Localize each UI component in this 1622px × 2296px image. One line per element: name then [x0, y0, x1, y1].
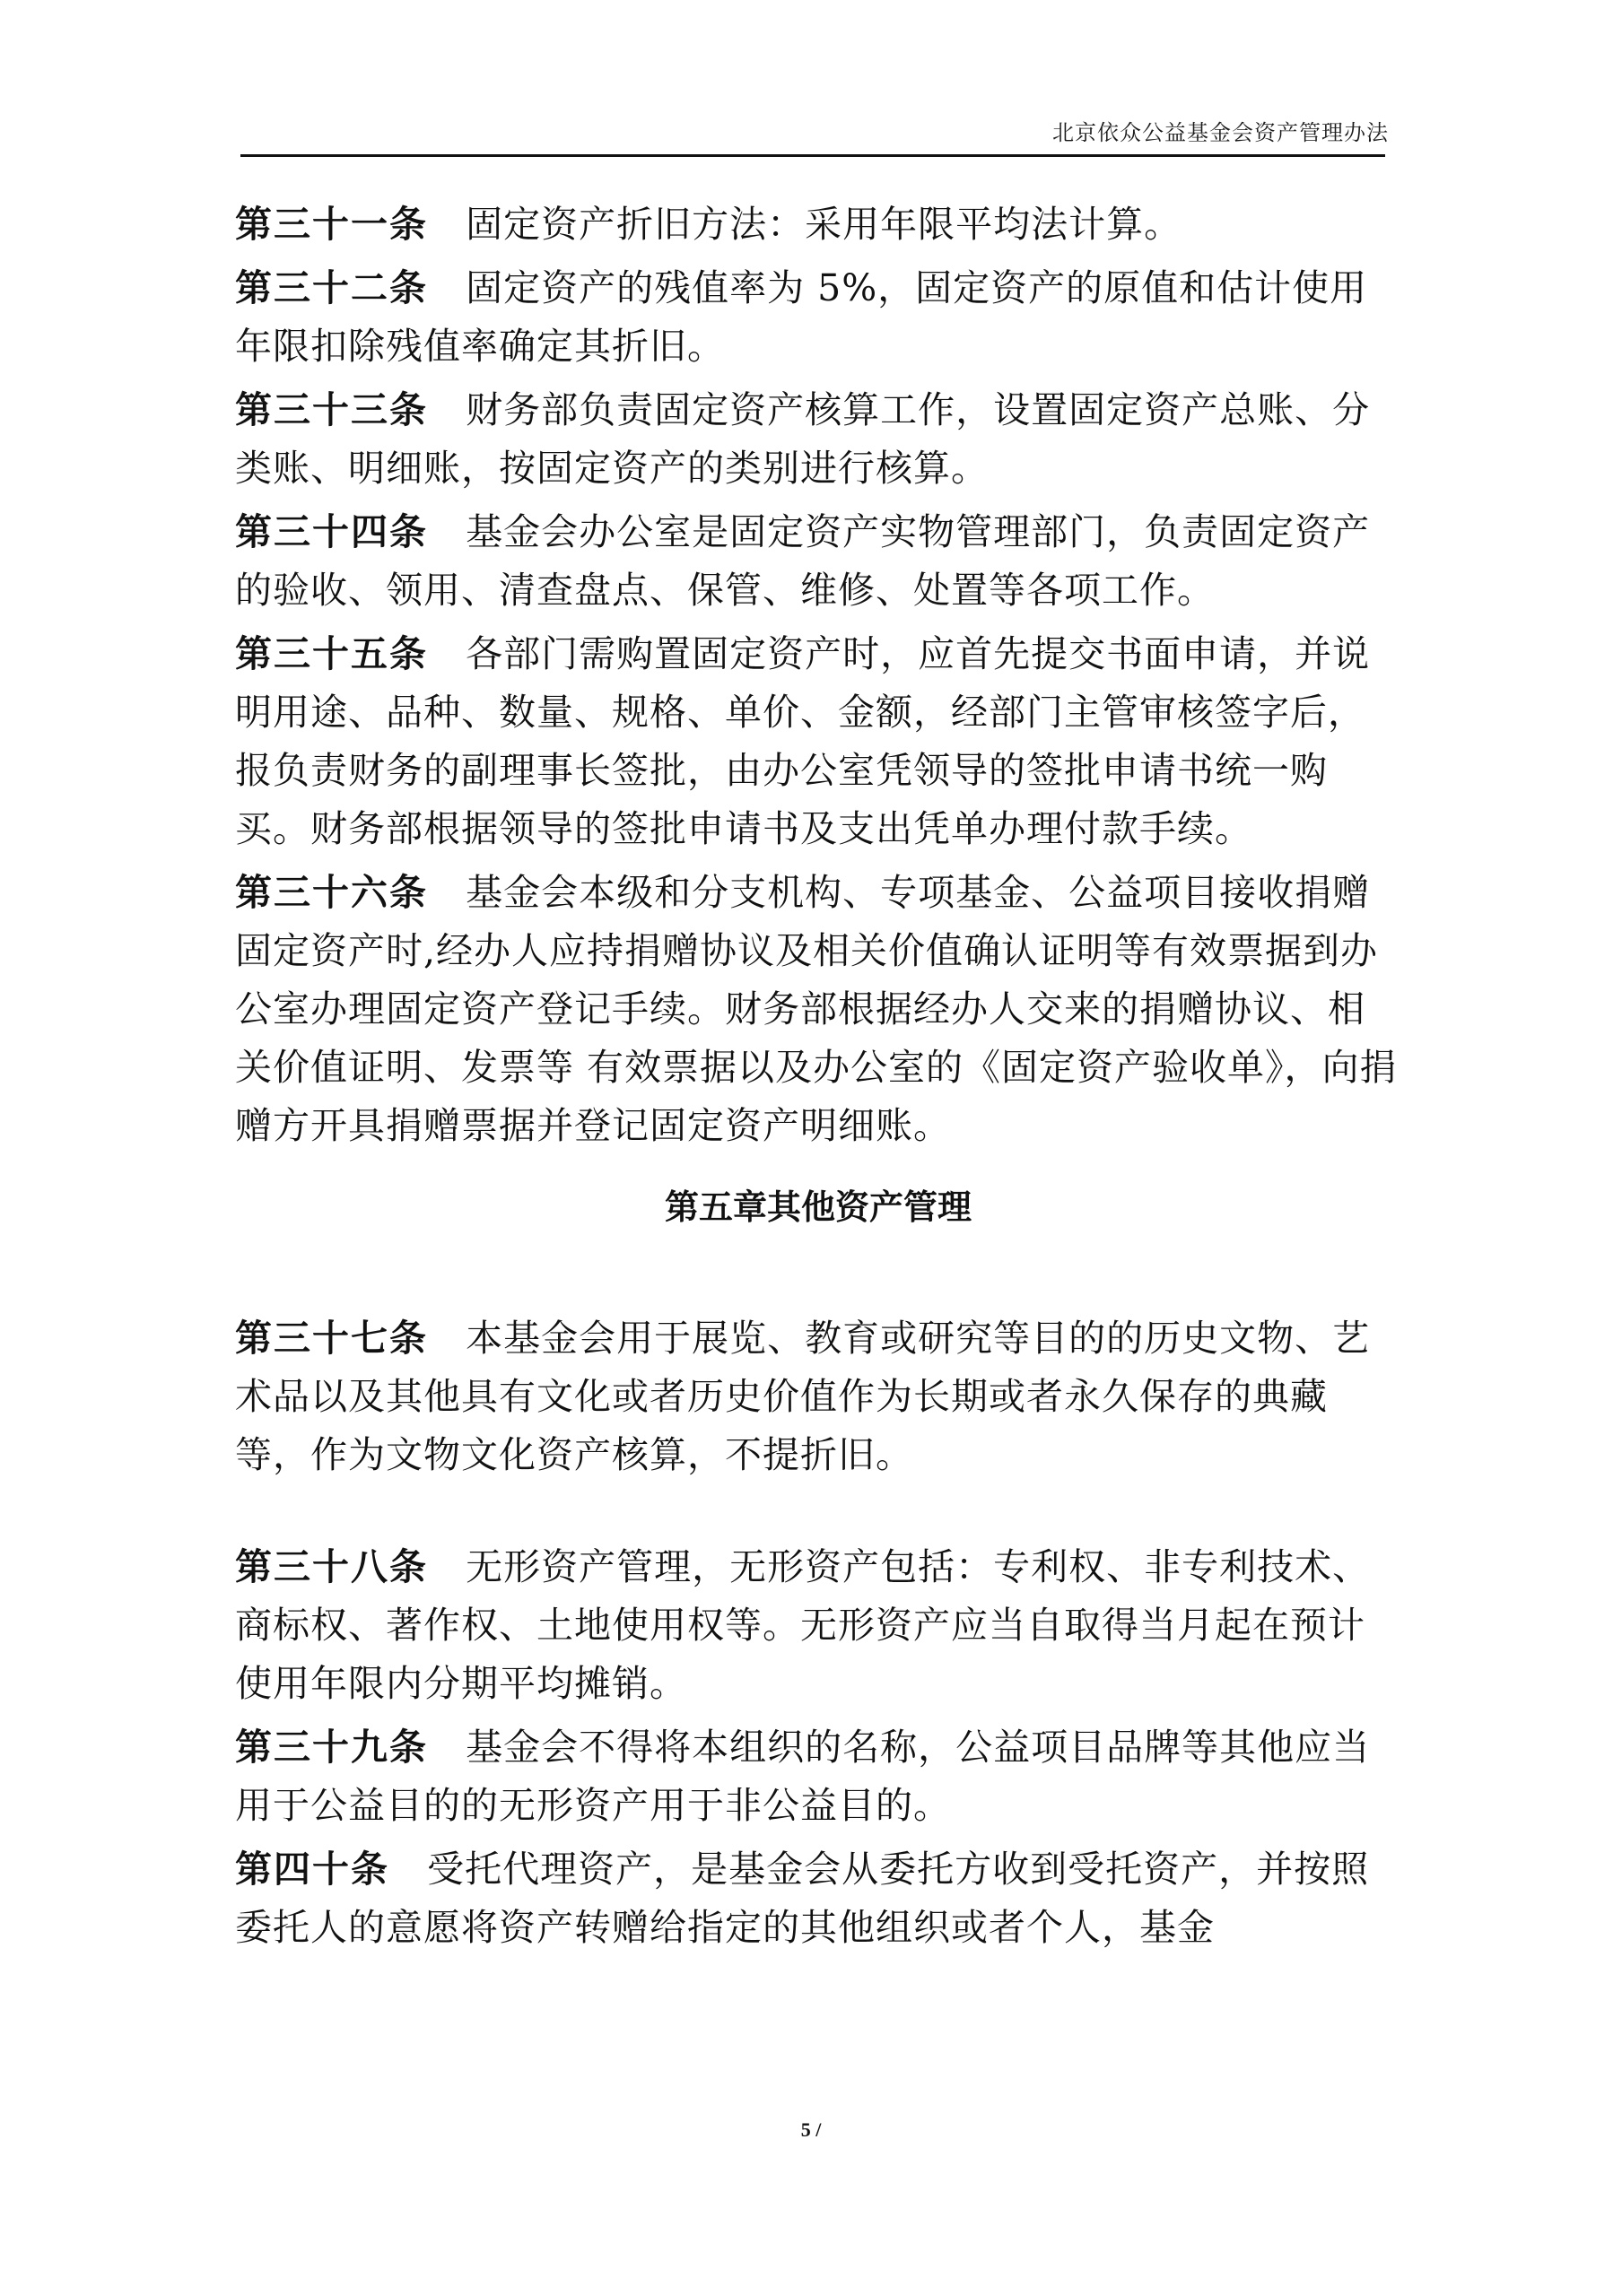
- article-text: 固定资产折旧方法：采用年限平均法计算。: [466, 203, 1182, 246]
- article-text: 基金会办公室是固定资产实物管理部门，负责固定资产的验收、领用、清查盘点、保管、维修、处置等各项工作。: [235, 510, 1371, 612]
- article-number: 第三十九条: [235, 1726, 428, 1769]
- article-37: [235, 1309, 1401, 1484]
- article-31: [235, 196, 1401, 254]
- article-number: 第三十一条: [235, 203, 428, 246]
- article-text: 本基金会用于展览、教育或研究等目的的历史文物、艺术品以及其他具有文化或者历史价值作为长期或者永久保存的典藏等，作为文物文化资产核算，不提折旧。: [235, 1317, 1371, 1476]
- article-number: 第三十六条: [235, 871, 428, 914]
- header-rule: [240, 154, 1385, 157]
- document-header-title: 北京依众公益基金会资产管理办法: [1052, 120, 1389, 145]
- article-text: 各部门需购置固定资产时，应首先提交书面申请，并说明用途、品种、数量、规格、单价、金额，经部门主管审核签字后，报负责财务的副理事长签批，由办公室凭领导的签批申请书统一购买。财务部根据领导的签批申请书及支出凭单办理付款手续。: [235, 632, 1371, 850]
- article-text: 财务部负责固定资产核算工作，设置固定资产总账、分类账、明细账，按固定资产的类别进行核算。: [235, 388, 1371, 490]
- article-35: [235, 625, 1401, 858]
- article-number: 第三十八条: [235, 1545, 428, 1588]
- article-39: [235, 1718, 1401, 1835]
- chapter-heading: 第五章其他资产管理: [664, 1187, 972, 1227]
- article-number: 第三十三条: [235, 388, 428, 431]
- article-33: [235, 381, 1401, 498]
- article-40: [235, 1840, 1401, 1957]
- article-32: [235, 259, 1401, 376]
- article-text: 受托代理资产，是基金会从委托方收到受托资产，并按照委托人的意愿将资产转赠给指定的其他组织或者个人，基金: [235, 1848, 1370, 1949]
- page-number: 5 /: [800, 2118, 822, 2141]
- article-number: 第三十七条: [235, 1317, 428, 1360]
- article-number: 第四十条: [235, 1848, 389, 1891]
- article-text: 无形资产管理，无形资产包括：专利权、非专利技术、商标权、著作权、土地使用权等。无形资产应当自取得当月起在预计使用年限内分期平均摊销。: [235, 1545, 1371, 1705]
- document-body: [235, 196, 1401, 1957]
- article-34: [235, 503, 1401, 620]
- article-36: [235, 864, 1401, 1155]
- article-38: [235, 1538, 1401, 1713]
- article-number: 第三十四条: [235, 510, 428, 553]
- article-number: 第三十二条: [235, 266, 428, 309]
- article-text: 基金会本级和分支机构、专项基金、公益项目接收捐赠固定资产时,经办人应持捐赠协议及相关价值确认证明等有效票据到办公室办理固定资产登记手续。财务部根据经办人交来的捐赠协议、相关价值证明、发票等 有效票据以及办公室的《固定资产验收单》，向捐赠方开具捐赠票据并登记固定资产明细账。: [235, 871, 1398, 1147]
- article-text: 基金会不得将本组织的名称，公益项目品牌等其他应当用于公益目的的无形资产用于非公益目的。: [235, 1726, 1371, 1827]
- article-text: 固定资产的残值率为 5%，固定资产的原值和估计使用年限扣除残值率确定其折旧。: [235, 266, 1368, 368]
- article-number: 第三十五条: [235, 632, 428, 675]
